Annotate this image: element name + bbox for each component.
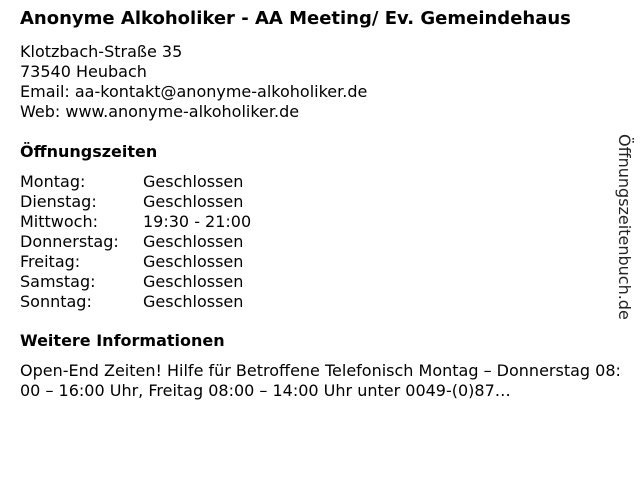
hours-row-saturday [20, 272, 610, 292]
street-address: Klotzbach-Straße 35 [20, 42, 183, 61]
time-value: Geschlossen [143, 172, 244, 191]
listing-card [20, 8, 621, 401]
watermark-brand: Öffnungszeitenbuch.de [615, 134, 634, 320]
day-label: Freitag: [20, 252, 81, 271]
info-text: Open-End Zeiten! Hilfe für Betroffene Telefonisch Montag – Donnerstag 08:00 – 16:00 Uhr, Freitag 08:00 – 14:00 Uhr unter 0049-(0)87… [20, 361, 621, 400]
day-label: Samstag: [20, 272, 96, 291]
time-value: Geschlossen [143, 292, 244, 311]
day-label: Sonntag: [20, 292, 92, 311]
day-label: Dienstag: [20, 192, 97, 211]
time-value: Geschlossen [143, 192, 244, 211]
hours-row-thursday [20, 232, 610, 252]
hours-row-sunday [20, 292, 610, 312]
hours-row-friday [20, 252, 610, 272]
hours-row-wednesday [20, 212, 610, 232]
opening-hours-table [20, 172, 610, 312]
time-value: Geschlossen [143, 252, 244, 271]
hours-row-tuesday [20, 192, 610, 212]
hours-heading: Öffnungszeiten [20, 142, 158, 161]
time-value: Geschlossen [143, 232, 244, 251]
time-value: 19:30 - 21:00 [143, 212, 252, 231]
city-postal: 73540 Heubach [20, 62, 147, 81]
address-block [20, 42, 610, 122]
day-label: Donnerstag: [20, 232, 119, 251]
hours-row-monday [20, 172, 610, 192]
web-line: Web: www.anonyme-alkoholiker.de [20, 102, 300, 121]
day-label: Montag: [20, 172, 86, 191]
page-title: Anonyme Alkoholiker - AA Meeting/ Ev. Gemeindehaus [20, 8, 571, 29]
day-label: Mittwoch: [20, 212, 98, 231]
info-heading: Weitere Informationen [20, 331, 225, 350]
time-value: Geschlossen [143, 272, 244, 291]
email-line: Email: aa-kontakt@anonyme-alkoholiker.de [20, 82, 368, 101]
